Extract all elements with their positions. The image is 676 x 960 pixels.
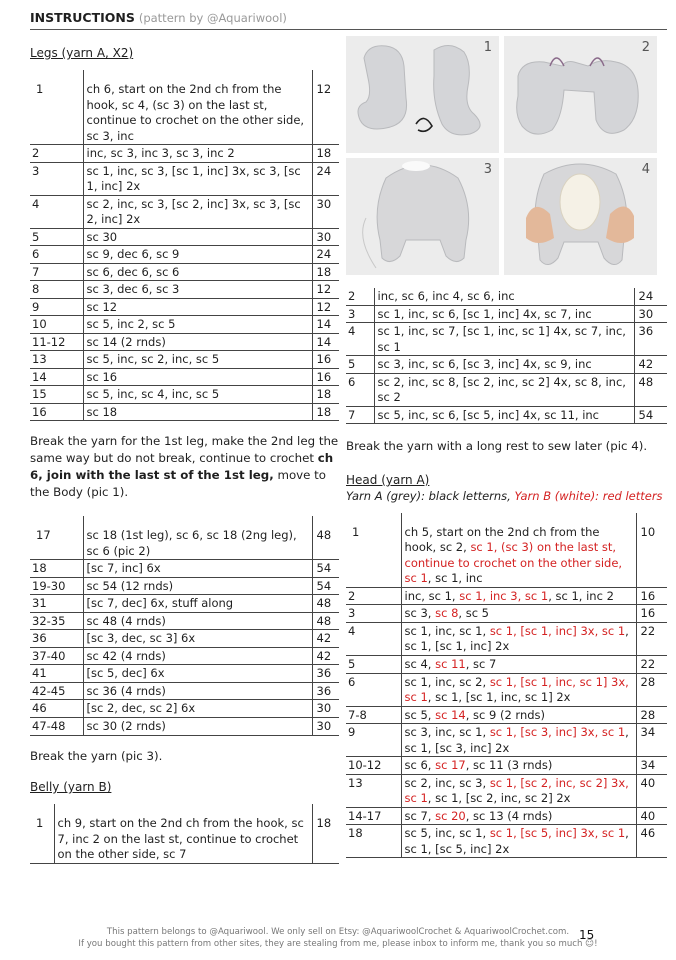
pattern-credit: (pattern by @Aquariwool)	[138, 11, 287, 25]
round-instruction: sc 42 (4 rnds)	[83, 647, 312, 665]
yarn-b-text: sc 14	[435, 707, 466, 722]
yarn-a-text: sc 4,	[404, 657, 436, 671]
pattern-row	[30, 281, 339, 299]
legs-table	[30, 70, 339, 421]
round-instruction	[401, 622, 636, 655]
page-number: 15	[579, 928, 595, 942]
round-number: 9	[30, 298, 83, 316]
round-instruction: sc 30	[83, 228, 312, 246]
pattern-row	[30, 195, 339, 228]
footer-line-2: If you bought this pattern from other sites, they are stealing from me, please inbox to inform me, thank you so much ☺!	[78, 939, 598, 950]
round-instruction: sc 9, dec 6, sc 9	[83, 246, 312, 264]
body-photo-illustration	[346, 158, 499, 275]
round-number: 8	[30, 281, 83, 299]
round-instruction: [sc 7, dec] 6x, stuff along	[83, 595, 312, 613]
body-table	[30, 516, 339, 735]
yarn-b-text: sc 1, [sc 2, inc, sc 2] 3x, sc 1	[404, 775, 629, 806]
pattern-row	[30, 70, 339, 145]
stitch-count: 46	[636, 825, 667, 858]
round-number: 13	[30, 351, 83, 369]
round-number: 5	[346, 656, 401, 674]
yarn-a-text: inc, sc 1,	[404, 588, 460, 603]
pattern-row	[346, 724, 667, 757]
legend-yarn-b: Yarn B (white): red letters	[514, 488, 663, 503]
pattern-row	[346, 706, 667, 724]
pattern-row	[30, 386, 339, 404]
round-instruction	[401, 673, 636, 706]
round-instruction	[401, 807, 636, 825]
stitch-count: 40	[636, 774, 667, 807]
round-instruction	[401, 757, 636, 775]
pattern-row	[30, 804, 339, 863]
pattern-row	[346, 305, 667, 323]
stitch-count: 42	[312, 630, 339, 648]
pattern-row	[30, 516, 339, 560]
stitch-count: 10	[636, 513, 667, 588]
round-instruction: [sc 5, dec] 6x	[83, 665, 312, 683]
round-instruction	[401, 825, 636, 858]
round-number: 4	[30, 195, 83, 228]
round-number: 18	[346, 825, 401, 858]
pattern-row	[30, 595, 339, 613]
round-number: 11-12	[30, 333, 83, 351]
head-title: Head (yarn A)	[346, 472, 430, 487]
round-number: 19-30	[30, 577, 83, 595]
stitch-count: 18	[312, 386, 339, 404]
belly-title: Belly (yarn B)	[30, 780, 112, 795]
round-instruction	[401, 513, 636, 588]
photo-3-label: 3	[483, 162, 492, 177]
round-number: 10-12	[346, 757, 401, 775]
round-instruction: [sc 7, inc] 6x	[83, 560, 312, 578]
pattern-row	[30, 145, 339, 163]
round-instruction: inc, sc 6, inc 4, sc 6, inc	[374, 288, 634, 305]
yarn-b-text: sc 8	[435, 606, 459, 621]
round-number: 2	[30, 145, 83, 163]
stitch-count: 48	[312, 612, 339, 630]
stitch-count: 28	[636, 706, 667, 724]
pattern-row	[30, 665, 339, 683]
round-number: 37-40	[30, 647, 83, 665]
round-number: 1	[346, 513, 401, 588]
round-instruction	[401, 724, 636, 757]
stitch-count: 12	[312, 70, 339, 145]
round-number: 3	[346, 305, 374, 323]
belly-table-right	[346, 288, 667, 424]
page-footer	[0, 926, 676, 951]
pattern-row	[346, 356, 667, 374]
stitch-count: 40	[636, 807, 667, 825]
pattern-row	[30, 298, 339, 316]
round-number: 17	[30, 516, 83, 560]
left-column	[30, 46, 339, 864]
pattern-row	[30, 351, 339, 369]
round-number: 3	[30, 162, 83, 195]
yarn-b-text: sc 1, [sc 1, inc] 3x, sc 1	[489, 623, 626, 638]
stitch-count: 30	[312, 228, 339, 246]
legend-yarn-a: Yarn A (grey): black letterns,	[346, 488, 515, 503]
round-instruction: ch 6, start on the 2nd ch from the hook, sc 4, (sc 3) on the last st, continue to crochet on the other side, sc 3, inc	[83, 70, 312, 145]
yarn-a-text: , sc 1, [sc 1, inc] 2x	[404, 623, 629, 654]
yarn-b-text: sc 1, [sc 1, inc, sc 1] 3x, sc 1	[404, 674, 629, 705]
round-number: 41	[30, 665, 83, 683]
round-number: 1	[30, 804, 54, 863]
pattern-row	[30, 263, 339, 281]
stitch-count: 18	[312, 263, 339, 281]
round-number: 13	[346, 774, 401, 807]
pattern-row	[30, 560, 339, 578]
round-instruction: sc 1, inc, sc 3, [sc 1, inc] 3x, sc 3, [sc 1, inc] 2x	[83, 162, 312, 195]
round-number: 18	[30, 560, 83, 578]
round-number: 36	[30, 630, 83, 648]
round-number: 4	[346, 622, 401, 655]
stitch-count: 48	[312, 516, 339, 560]
pattern-row	[346, 406, 667, 424]
stitch-count: 18	[312, 804, 339, 863]
pattern-row	[30, 647, 339, 665]
round-instruction: sc 14 (2 rnds)	[83, 333, 312, 351]
yarn-a-text: sc 7,	[404, 808, 436, 823]
yarn-a-text: , sc 1, [sc 1, inc, sc 1] 2x	[427, 690, 571, 705]
pattern-row	[346, 757, 667, 775]
stitch-count: 30	[312, 700, 339, 718]
yarn-a-text: , sc 1, inc	[427, 571, 483, 586]
round-instruction: sc 48 (4 rnds)	[83, 612, 312, 630]
yarn-b-text: sc 17	[435, 758, 466, 773]
head-legend	[346, 489, 667, 503]
round-instruction: sc 5, inc, sc 4, inc, sc 5	[83, 386, 312, 404]
round-instruction: sc 3, dec 6, sc 3	[83, 281, 312, 299]
stitch-count: 24	[634, 288, 667, 305]
pattern-row	[30, 162, 339, 195]
round-instruction: sc 54 (12 rnds)	[83, 577, 312, 595]
pattern-row	[346, 656, 667, 674]
pattern-row	[30, 717, 339, 735]
joined-legs-photo-illustration	[504, 36, 657, 153]
yarn-a-text: , sc 1, [sc 5, inc] 2x	[404, 826, 629, 856]
pattern-row	[346, 373, 667, 406]
belly-table-left	[30, 804, 339, 864]
round-instruction	[401, 656, 636, 674]
instructions-title: INSTRUCTIONS	[30, 10, 135, 25]
round-number: 14-17	[346, 807, 401, 825]
pattern-row	[346, 825, 667, 858]
yarn-a-text: , sc 1, [sc 2, inc, sc 2] 2x	[427, 791, 571, 806]
round-number: 47-48	[30, 717, 83, 735]
stitch-count: 34	[636, 757, 667, 775]
round-instruction	[401, 605, 636, 623]
pattern-row	[30, 612, 339, 630]
pattern-row	[30, 316, 339, 334]
pattern-row	[30, 577, 339, 595]
stitch-count: 14	[312, 316, 339, 334]
stitch-count: 54	[312, 577, 339, 595]
round-number: 2	[346, 288, 374, 305]
pattern-row	[346, 513, 667, 588]
stitch-count: 42	[634, 356, 667, 374]
round-instruction: ch 9, start on the 2nd ch from the hook, sc 7, inc 2 on the last st, continue to crochet on the other side, sc 7	[54, 804, 312, 863]
stitch-count: 12	[312, 298, 339, 316]
round-number: 46	[30, 700, 83, 718]
stitch-count: 16	[636, 587, 667, 605]
photo-3	[346, 158, 499, 275]
stitch-count: 36	[312, 665, 339, 683]
stitch-count: 16	[636, 605, 667, 623]
round-instruction: inc, sc 3, inc 3, sc 3, inc 2	[83, 145, 312, 163]
legs-note: Break the yarn for the 1st leg, make the 2nd leg the same way but do not break, continue to crochet ch 6, join with the last st of the 1st leg, move to the Body (pic 1).	[30, 434, 339, 499]
round-instruction	[401, 587, 636, 605]
stitch-count: 22	[636, 622, 667, 655]
round-number: 42-45	[30, 682, 83, 700]
pattern-row	[30, 333, 339, 351]
pattern-row	[346, 673, 667, 706]
yarn-a-text: sc 6,	[404, 758, 436, 773]
round-number: 10	[30, 316, 83, 334]
round-number: 7-8	[346, 706, 401, 724]
yarn-b-text: sc 1, [sc 3, inc] 3x, sc 1	[489, 725, 626, 740]
pattern-row	[346, 587, 667, 605]
round-instruction	[401, 706, 636, 724]
pattern-row	[30, 682, 339, 700]
pattern-row	[346, 288, 667, 305]
stitch-count: 36	[634, 323, 667, 356]
round-instruction: sc 30 (2 rnds)	[83, 717, 312, 735]
round-number: 15	[30, 386, 83, 404]
round-number: 2	[346, 587, 401, 605]
round-instruction: sc 1, inc, sc 6, [sc 1, inc] 4x, sc 7, inc	[374, 305, 634, 323]
right-column	[346, 288, 667, 858]
yarn-a-text: sc 2, inc, sc 3,	[404, 775, 490, 790]
photo-1	[346, 36, 499, 153]
round-number: 5	[346, 356, 374, 374]
pattern-row	[30, 246, 339, 264]
yarn-a-text: sc 5, inc, sc 1,	[404, 826, 490, 841]
yarn-a-text: , sc 1, [sc 3, inc] 2x	[404, 725, 629, 755]
footer-line-1: This pattern belongs to @Aquariwool. We only sell on Etsy: @AquariwoolCrochet & AquariwoolCrochet.com.	[106, 927, 570, 937]
yarn-a-text: sc 1, inc, sc 2,	[404, 674, 490, 689]
yarn-a-text: sc 3, inc, sc 1,	[404, 725, 490, 740]
stitch-count: 24	[312, 162, 339, 195]
pattern-row	[30, 228, 339, 246]
stitch-count: 30	[634, 305, 667, 323]
round-instruction: sc 18 (1st leg), sc 6, sc 18 (2ng leg), sc 6 (pic 2)	[83, 516, 312, 560]
photo-2-label: 2	[641, 40, 650, 55]
page-header	[30, 10, 667, 30]
stitch-count: 24	[312, 246, 339, 264]
round-number: 1	[30, 70, 83, 145]
yarn-b-text: sc 1, [sc 5, inc] 3x, sc 1	[489, 826, 626, 841]
legs-title: Legs (yarn A, X2)	[30, 46, 134, 60]
round-instruction: sc 6, dec 6, sc 6	[83, 263, 312, 281]
round-number: 16	[30, 403, 83, 421]
legs-photo-illustration	[346, 36, 499, 153]
stitch-count: 14	[312, 333, 339, 351]
head-table	[346, 513, 667, 858]
round-number: 9	[346, 724, 401, 757]
round-instruction: sc 5, inc 2, sc 5	[83, 316, 312, 334]
round-number: 5	[30, 228, 83, 246]
round-instruction: sc 5, inc, sc 6, [sc 5, inc] 4x, sc 11, inc	[374, 406, 634, 424]
yarn-b-text: sc 11	[435, 657, 466, 671]
round-number: 6	[30, 246, 83, 264]
stitch-count: 34	[636, 724, 667, 757]
round-number: 7	[30, 263, 83, 281]
round-number: 3	[346, 605, 401, 623]
stitch-count: 36	[312, 682, 339, 700]
yarn-a-text: , sc 9 (2 rnds)	[465, 707, 546, 722]
pattern-row	[30, 368, 339, 386]
stitch-count: 54	[312, 560, 339, 578]
stitch-count: 48	[312, 595, 339, 613]
round-number: 32-35	[30, 612, 83, 630]
round-number: 6	[346, 673, 401, 706]
round-number: 31	[30, 595, 83, 613]
stitch-count: 30	[312, 717, 339, 735]
round-instruction	[401, 774, 636, 807]
pattern-row	[346, 807, 667, 825]
stitch-count: 42	[312, 647, 339, 665]
photo-4-label: 4	[641, 162, 650, 177]
pattern-row	[30, 403, 339, 421]
stitch-count: 12	[312, 281, 339, 299]
yarn-b-text: sc 20	[435, 808, 466, 823]
stitch-count: 30	[312, 195, 339, 228]
yarn-a-text: sc 3,	[404, 606, 436, 621]
yarn-a-text: , sc 7	[465, 657, 497, 671]
yarn-a-text: , sc 11 (3 rnds)	[465, 758, 553, 773]
pattern-row	[30, 700, 339, 718]
pattern-row	[346, 323, 667, 356]
yarn-a-text: ch 5, start on the 2nd ch from the hook, sc 2,	[404, 524, 600, 555]
belly-note: Break the yarn with a long rest to sew later (pic 4).	[346, 439, 648, 454]
round-instruction: sc 3, inc, sc 6, [sc 3, inc] 4x, sc 9, inc	[374, 356, 634, 374]
round-instruction: sc 12	[83, 298, 312, 316]
body-note: Break the yarn (pic 3).	[30, 748, 163, 763]
pattern-row	[30, 630, 339, 648]
stitch-count: 16	[312, 351, 339, 369]
yarn-a-text: , sc 5	[458, 606, 490, 621]
yarn-a-text: sc 1, inc, sc 1,	[404, 623, 490, 638]
photo-4	[504, 158, 657, 275]
yarn-b-text: sc 1, inc 3, sc 1	[459, 588, 549, 603]
yarn-a-text: , sc 13 (4 rnds)	[465, 808, 553, 823]
round-instruction: sc 16	[83, 368, 312, 386]
stitch-count: 18	[312, 403, 339, 421]
stitch-count: 16	[312, 368, 339, 386]
belly-photo-illustration	[504, 158, 657, 275]
yarn-a-text: sc 5,	[404, 707, 436, 722]
stitch-count: 22	[636, 656, 667, 674]
photo-grid	[346, 36, 657, 275]
round-number: 7	[346, 406, 374, 424]
round-instruction: [sc 2, dec, sc 2] 6x	[83, 700, 312, 718]
stitch-count: 28	[636, 673, 667, 706]
round-instruction: sc 2, inc, sc 8, [sc 2, inc, sc 2] 4x, sc 8, inc, sc 2	[374, 373, 634, 406]
round-number: 6	[346, 373, 374, 406]
round-instruction: sc 1, inc, sc 7, [sc 1, inc, sc 1] 4x, sc 7, inc, sc 1	[374, 323, 634, 356]
stitch-count: 48	[634, 373, 667, 406]
round-instruction: sc 5, inc, sc 2, inc, sc 5	[83, 351, 312, 369]
round-number: 4	[346, 323, 374, 356]
round-instruction: [sc 3, dec, sc 3] 6x	[83, 630, 312, 648]
stitch-count: 18	[312, 145, 339, 163]
round-number: 14	[30, 368, 83, 386]
round-instruction: sc 2, inc, sc 3, [sc 2, inc] 3x, sc 3, [sc 2, inc] 2x	[83, 195, 312, 228]
pattern-row	[346, 605, 667, 623]
photo-2	[504, 36, 657, 153]
photo-1-label: 1	[483, 40, 492, 55]
round-instruction: sc 36 (4 rnds)	[83, 682, 312, 700]
stitch-count: 54	[634, 406, 667, 424]
pattern-row	[346, 622, 667, 655]
round-instruction: sc 18	[83, 403, 312, 421]
pattern-row	[346, 774, 667, 807]
yarn-b-text: sc 1, (sc 3) on the last st, continue to crochet on the other side, sc 1	[404, 540, 623, 586]
yarn-a-text: , sc 1, inc 2	[548, 588, 614, 603]
